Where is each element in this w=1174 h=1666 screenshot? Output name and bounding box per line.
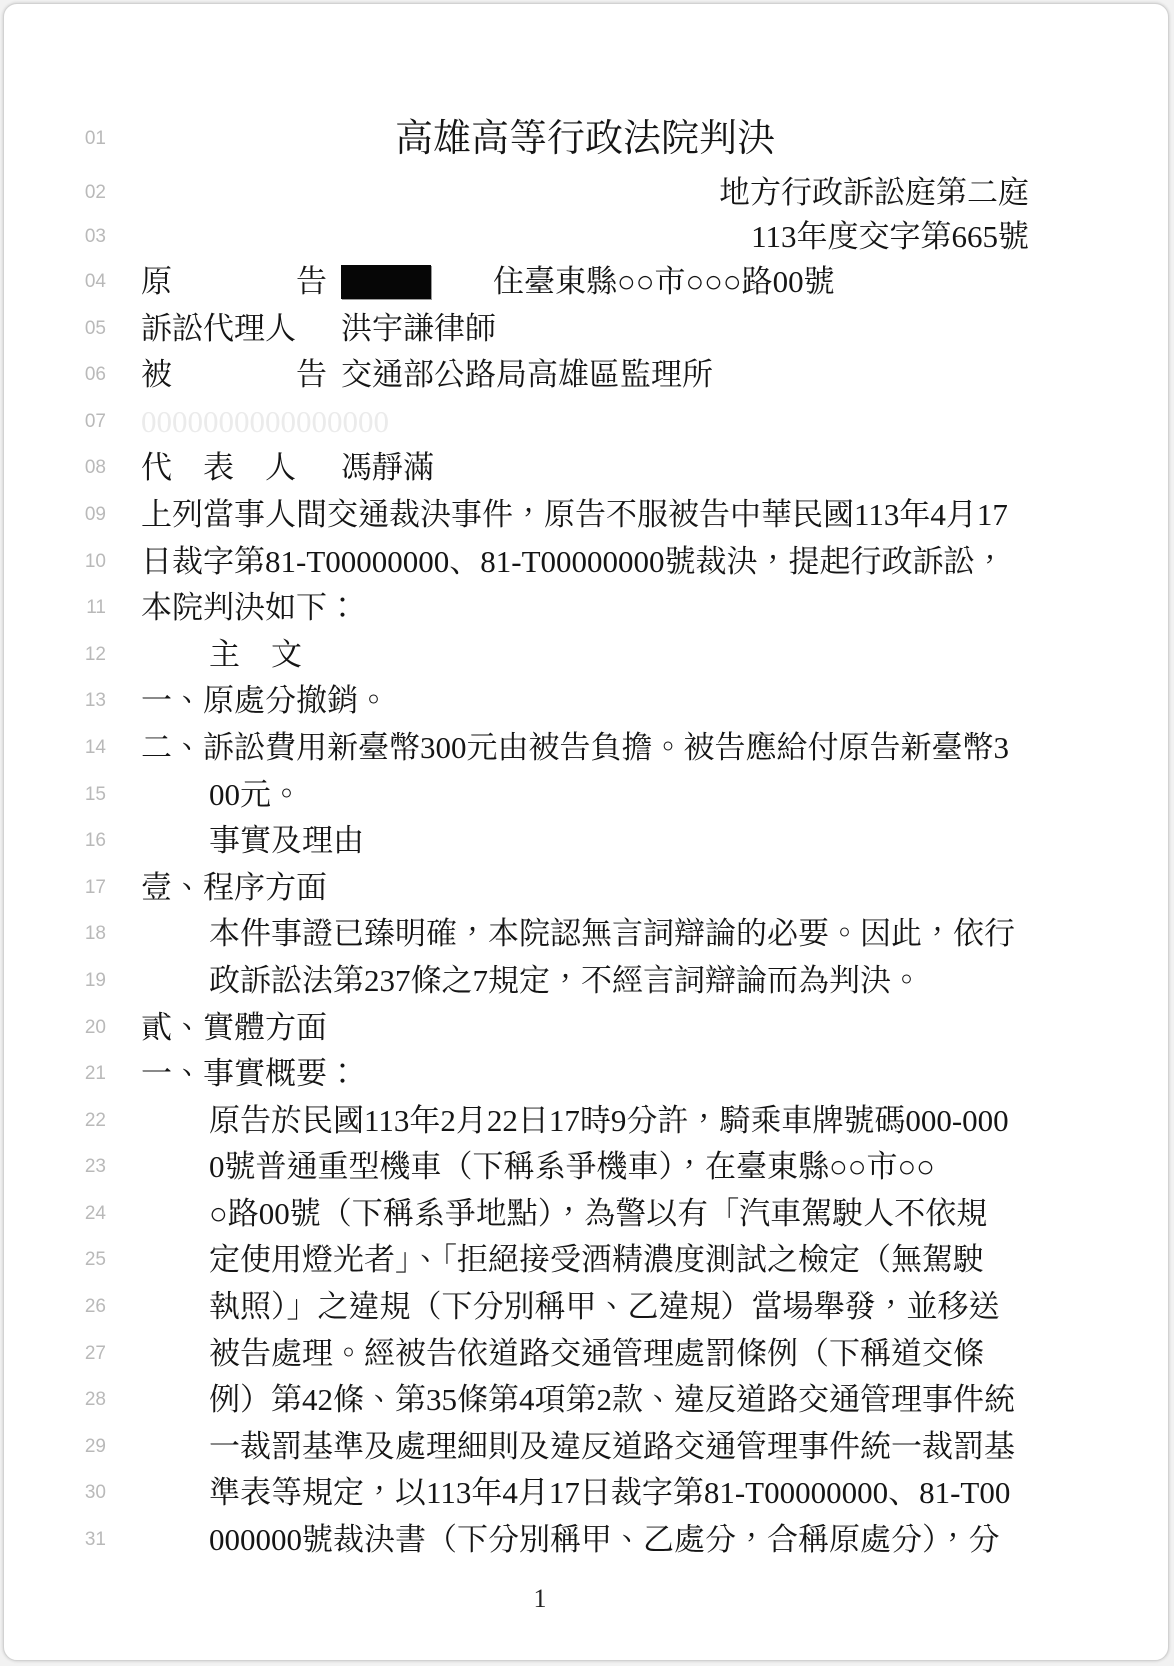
party-label: 被 告 — [141, 357, 327, 393]
line-text: 執照）」之違規（下分別稱甲、乙違規）當場舉發，並移送 — [209, 1289, 1000, 1325]
line-number: 25 — [84, 1249, 106, 1271]
document-line — [4, 445, 1168, 492]
document-line — [4, 259, 1168, 306]
line-text: 一、原處分撤銷。 — [141, 683, 389, 719]
line-number: 27 — [84, 1342, 106, 1364]
line-number: 08 — [84, 457, 106, 479]
line-text: 一、事實概要： — [141, 1056, 358, 1092]
line-text: 壹、程序方面 — [141, 869, 327, 905]
line-number: 16 — [84, 830, 106, 852]
line-number: 06 — [84, 364, 106, 386]
line-number: 23 — [84, 1156, 106, 1178]
line-number: 21 — [84, 1063, 106, 1085]
party-defendant — [141, 352, 1168, 399]
line-number: 09 — [84, 503, 106, 525]
judgment-title: 高雄高等行政法院判決 — [394, 118, 775, 160]
document-line — [4, 399, 1168, 446]
line-text: 000000號裁決書（下分別稱甲、乙處分，合稱原處分），分 — [209, 1522, 1000, 1558]
redaction-box — [341, 265, 431, 299]
section-heading-main-text: 主 文 — [209, 636, 302, 672]
line-text: 原告於民國113年2月22日17時9分許，騎乘車牌號碼000-000 — [209, 1102, 1009, 1138]
line-text: 政訴訟法第237條之7規定，不經言詞辯論而為判決。 — [209, 962, 922, 998]
line-text: 一裁罰基準及處理細則及違反道路交通管理事件統一裁罰基 — [209, 1428, 1015, 1464]
line-number: 18 — [84, 923, 106, 945]
line-text: 日裁字第81-T00000000、81-T00000000號裁決，提起行政訴訟， — [141, 543, 1006, 579]
line-text: 貳、實體方面 — [141, 1009, 327, 1045]
line-number: 02 — [84, 182, 106, 203]
line-number: 29 — [84, 1435, 106, 1457]
line-number: 31 — [84, 1529, 106, 1551]
line-text: 00元。 — [209, 776, 302, 812]
line-text: ○路00號（下稱系爭地點），為警以有「汽車駕駛人不依規 — [209, 1195, 988, 1231]
document-line — [4, 1331, 1168, 1378]
line-number: 14 — [84, 736, 106, 758]
line-number: 20 — [84, 1016, 106, 1038]
party-counsel — [141, 306, 1168, 353]
document-line — [4, 865, 1168, 912]
document-line — [4, 911, 1168, 958]
line-text: 定使用燈光者」、「拒絕接受酒精濃度測試之檢定（無駕駛 — [209, 1242, 984, 1278]
document-line — [4, 585, 1168, 632]
line-number: 22 — [84, 1109, 106, 1131]
document-line — [4, 1191, 1168, 1238]
party-value: 交通部公路局高雄區監理所 — [341, 357, 713, 393]
document-line — [4, 1005, 1168, 1052]
court-division: 地方行政訴訟庭第二庭 — [719, 175, 1029, 210]
line-number: 30 — [84, 1482, 106, 1504]
line-number: 03 — [84, 226, 106, 247]
document-line — [4, 1424, 1168, 1471]
party-plaintiff — [141, 259, 1168, 306]
document-line — [4, 1098, 1168, 1145]
document-line — [4, 1470, 1168, 1517]
case-number: 113年度交字第665號 — [751, 219, 1029, 254]
document-line — [4, 772, 1168, 819]
line-text: 準表等規定，以113年4月17日裁字第81-T00000000、81-T00 — [209, 1475, 1011, 1511]
line-number: 24 — [84, 1202, 106, 1224]
line-number: 28 — [84, 1389, 106, 1411]
line-number: 12 — [84, 643, 106, 665]
document-line — [4, 678, 1168, 725]
document-line — [4, 1377, 1168, 1424]
document-line — [4, 1517, 1168, 1564]
section-heading-facts: 事實及理由 — [209, 823, 364, 859]
judgment-page — [3, 3, 1169, 1661]
party-label: 代 表 人 — [141, 450, 296, 486]
party-address: 住臺東縣○○市○○○路00號 — [493, 264, 835, 299]
party-label: 訴訟代理人 — [141, 310, 296, 346]
line-number: 11 — [86, 597, 106, 619]
redacted-zeros: 0000000000000000 — [141, 403, 389, 439]
document-line — [4, 306, 1168, 353]
document-line — [4, 214, 1168, 259]
party-representative — [141, 445, 1168, 492]
document-line — [4, 1284, 1168, 1331]
line-text: 本件事證已臻明確，本院認無言詞辯論的必要。因此，依行 — [209, 916, 1015, 952]
line-text: 被告處理。經被告依道路交通管理處罰條例（下稱道交條 — [209, 1335, 984, 1371]
document-line — [4, 492, 1168, 539]
document-line — [4, 818, 1168, 865]
line-number: 26 — [84, 1296, 106, 1318]
document-line — [4, 171, 1168, 214]
line-number: 19 — [84, 969, 106, 991]
document-line — [4, 1237, 1168, 1284]
line-number: 10 — [84, 550, 106, 572]
document-line — [4, 352, 1168, 399]
party-label: 原 告 — [141, 264, 327, 299]
document-line — [4, 539, 1168, 586]
document-line — [4, 107, 1168, 171]
line-text: 0號普通重型機車（下稱系爭機車），在臺東縣○○市○○ — [209, 1149, 935, 1185]
party-value: 洪宇謙律師 — [341, 310, 496, 346]
document-line — [4, 632, 1168, 679]
line-text: 本院判決如下： — [141, 590, 358, 626]
document-line — [4, 1144, 1168, 1191]
line-text: 二、訴訟費用新臺幣300元由被告負擔。被告應給付原告新臺幣3 — [141, 729, 1009, 765]
document-line — [4, 725, 1168, 772]
line-number: 05 — [84, 317, 106, 339]
line-text: 上列當事人間交通裁決事件，原告不服被告中華民國113年4月17 — [141, 496, 1008, 532]
page-number: 1 — [533, 1584, 547, 1613]
line-number: 15 — [84, 783, 106, 805]
line-number: 01 — [84, 128, 106, 149]
document-line — [4, 958, 1168, 1005]
line-number: 17 — [84, 876, 106, 898]
document-line — [4, 1051, 1168, 1098]
line-number: 13 — [84, 690, 106, 712]
line-number: 04 — [84, 271, 106, 292]
line-number: 07 — [84, 410, 106, 432]
party-value: 馮靜滿 — [341, 450, 434, 486]
line-text: 例）第42條、第35條第4項第2款、違反道路交通管理事件統 — [209, 1382, 1015, 1418]
